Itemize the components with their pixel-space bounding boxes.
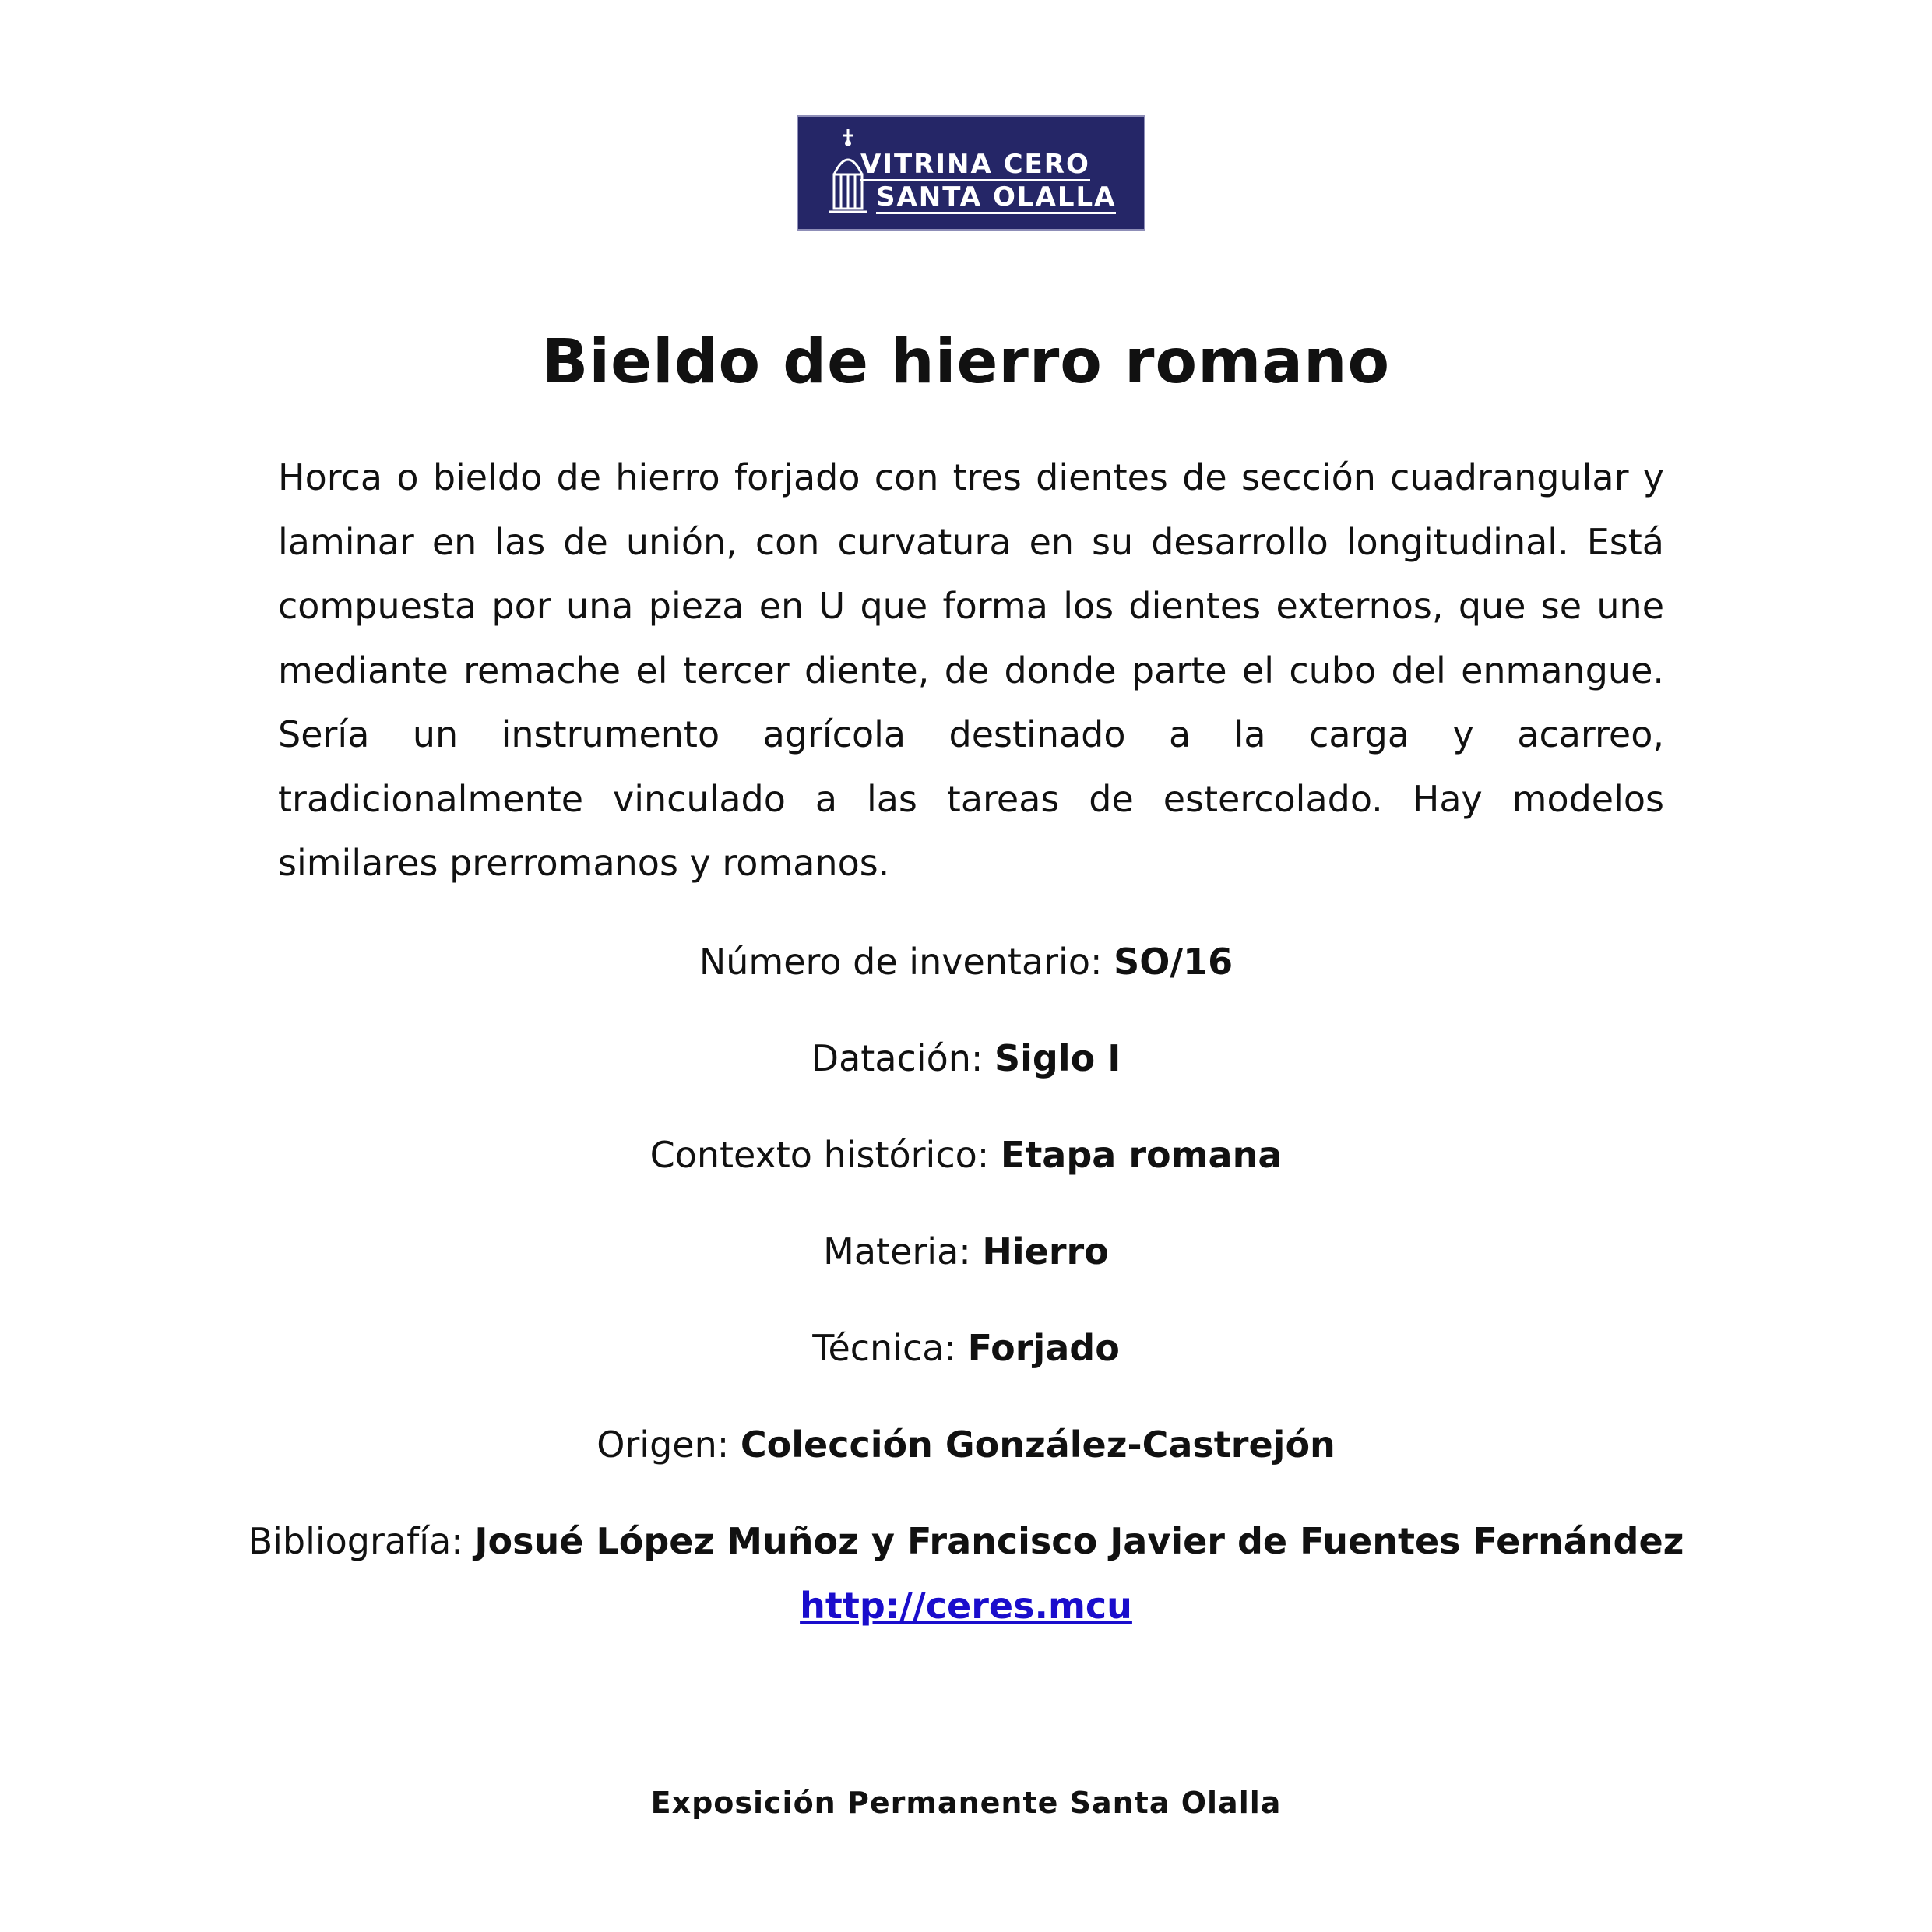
logo (797, 115, 1145, 231)
field-label: Número de inventario: (699, 941, 1114, 983)
field-value: Hierro (982, 1230, 1109, 1272)
field-value: Etapa romana (1000, 1134, 1283, 1176)
bibliography-link[interactable]: http://ceres.mcu (800, 1585, 1132, 1627)
field-label: Contexto histórico: (649, 1134, 1001, 1176)
field-bibliography (0, 1510, 1932, 1572)
field-value: Josué López Muñoz y Francisco Javier de Fuentes Fernández (474, 1520, 1684, 1562)
field-material (0, 1220, 1932, 1283)
field-label: Origen: (596, 1423, 741, 1466)
field-context (0, 1124, 1932, 1186)
field-value: Siglo I (994, 1037, 1121, 1079)
field-label: Datación: (811, 1037, 994, 1079)
field-inventory (0, 931, 1932, 993)
logo-line-2: SANTA OLALLA (876, 181, 1117, 213)
page-title: Bieldo de hierro romano (541, 327, 1391, 397)
field-value: SO/16 (1114, 941, 1233, 983)
bibliography-link-row (0, 1575, 1932, 1637)
logo-line-1: VITRINA CERO (860, 149, 1090, 180)
field-value: Forjado (967, 1327, 1120, 1369)
description: Horca o bieldo de hierro forjado con tres dientes de sección cuadrangular y laminar en las de unión, con curvatura en su desarrollo longitudinal. Está compuesta por una pieza en U que forma los dientes externos, que se une mediante remache el tercer diente, de donde parte el cubo del enmangue. Sería un instrumento agrícola destinado a la carga y acarreo, tradicionalmente vinculado a las tareas de estercolado. Hay modelos similares prerromanos y romanos. (278, 456, 1664, 884)
field-technique (0, 1317, 1932, 1379)
field-origin (0, 1413, 1932, 1476)
field-label: Bibliografía: (248, 1520, 475, 1562)
field-label: Técnica: (812, 1327, 968, 1369)
field-value: Colección González-Castrejón (740, 1423, 1336, 1466)
footer-text: Exposición Permanente Santa Olalla (650, 1786, 1282, 1820)
field-label: Materia: (823, 1230, 983, 1272)
field-dating (0, 1027, 1932, 1089)
